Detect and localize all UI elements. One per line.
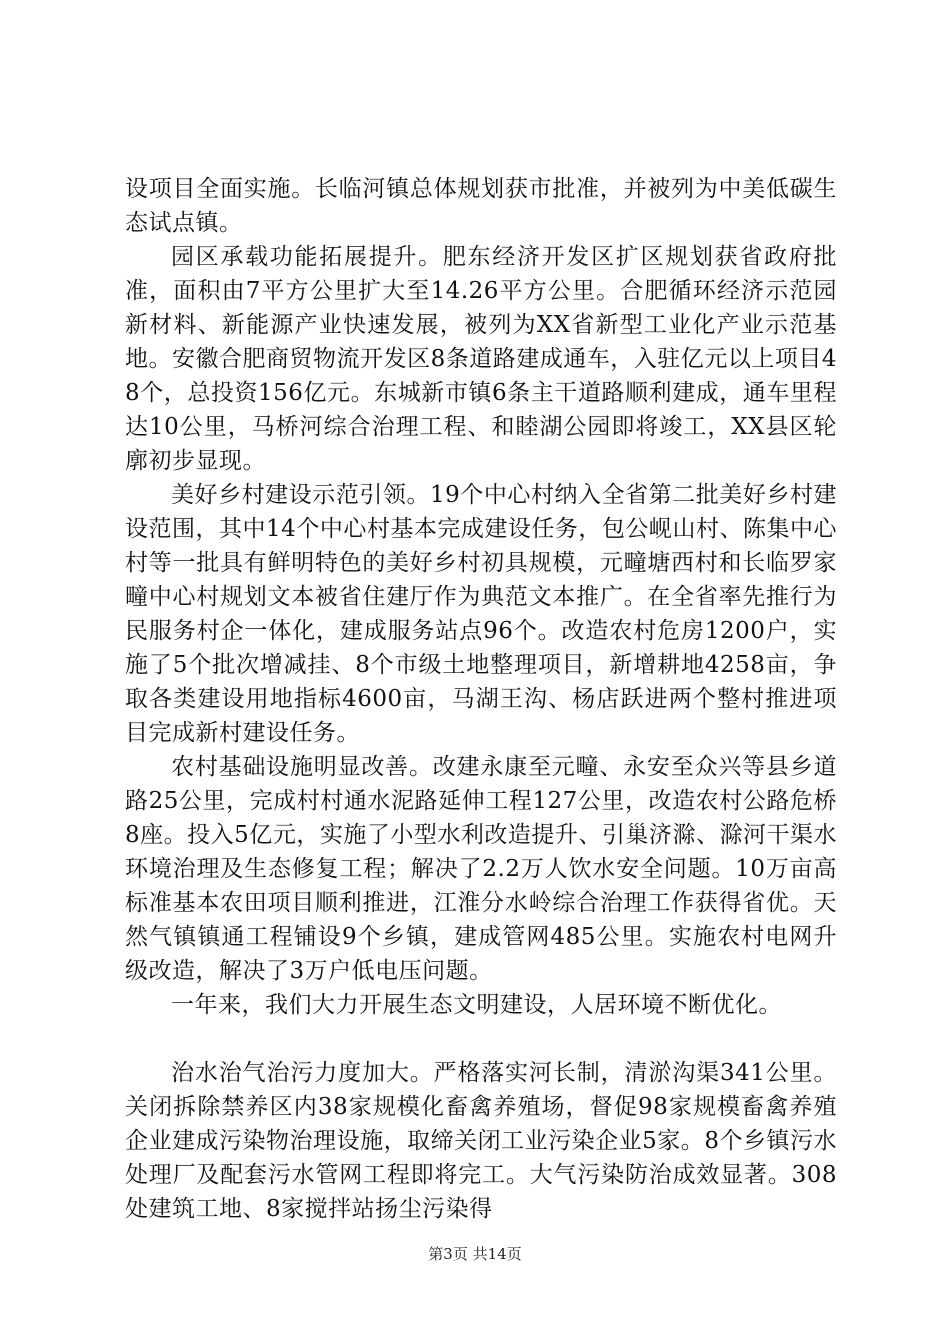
paragraph-pollution-control: 治水治气治污力度加大。严格落实河长制，清淤沟渠341公里。关闭拆除禁养区内38家规模化畜禽养殖场，督促98家规模畜禽养殖企业建成污染物治理设施，取缔关闭工业污染企业5家。8个乡镇污水处理厂及配套污水管网工程即将完工。大气污染防治成效显著。308处建筑工地、8家搅拌站扬尘污染得 xyxy=(125,1060,837,1222)
page-number-footer: 第3页 共14页 xyxy=(428,1245,522,1263)
paragraph-rural-infrastructure: 农村基础设施明显改善。改建永康至元疃、永安至众兴等县乡道路25公里，完成村村通水泥路延伸工程127公里，改造农村公路危桥8座。投入5亿元，实施了小型水利改造提升、引巢济滁、滁河干渠水环境治理及生态修复工程；解决了2.2万人饮水安全问题。10万亩高标准基本农田项目顺利推进，江淮分水岭综合治理工作获得省优。天然气镇镇通工程铺设9个乡镇，建成管网485公里。实施农村电网升级改造，解决了3万户低电压问题。 xyxy=(125,754,837,984)
paragraph-continuation: 设项目全面实施。长临河镇总体规划获市批准，并被列为中美低碳生态试点镇。 xyxy=(125,176,837,236)
paragraph-beautiful-village: 美好乡村建设示范引领。19个中心村纳入全省第二批美好乡村建设范围，其中14个中心村基本完成建设任务，包公岘山村、陈集中心村等一批具有鲜明特色的美好乡村初具规模，元疃塘西村和长临罗家疃中心村规划文本被省住建厅作为典范文本推广。在全省率先推行为民服务村企一体化，建成服务站点96个。改造农村危房1200户，实施了5个批次增减挂、8个市级土地整理项目，新增耕地4258亩，争取各类建设用地指标4600亩，马湖王沟、杨店跃进两个整村推进项目完成新村建设任务。 xyxy=(125,482,837,746)
document-body xyxy=(125,172,837,1226)
paragraph-industrial-park: 园区承载功能拓展提升。肥东经济开发区扩区规划获省政府批准，面积由7平方公里扩大至14.26平方公里。合肥循环经济示范园新材料、新能源产业快速发展，被列为XX省新型工业化产业示范基地。安徽合肥商贸物流开发区8条道路建成通车，入驻亿元以上项目48个，总投资156亿元。东城新市镇6条主干道路顺利建成，通车里程达10公里，马桥河综合治理工程、和睦湖公园即将竣工，XX县区轮廓初步显现。 xyxy=(125,244,837,474)
paragraph-ecological-summary: 一年来，我们大力开展生态文明建设，人居环境不断优化。 xyxy=(171,992,782,1018)
